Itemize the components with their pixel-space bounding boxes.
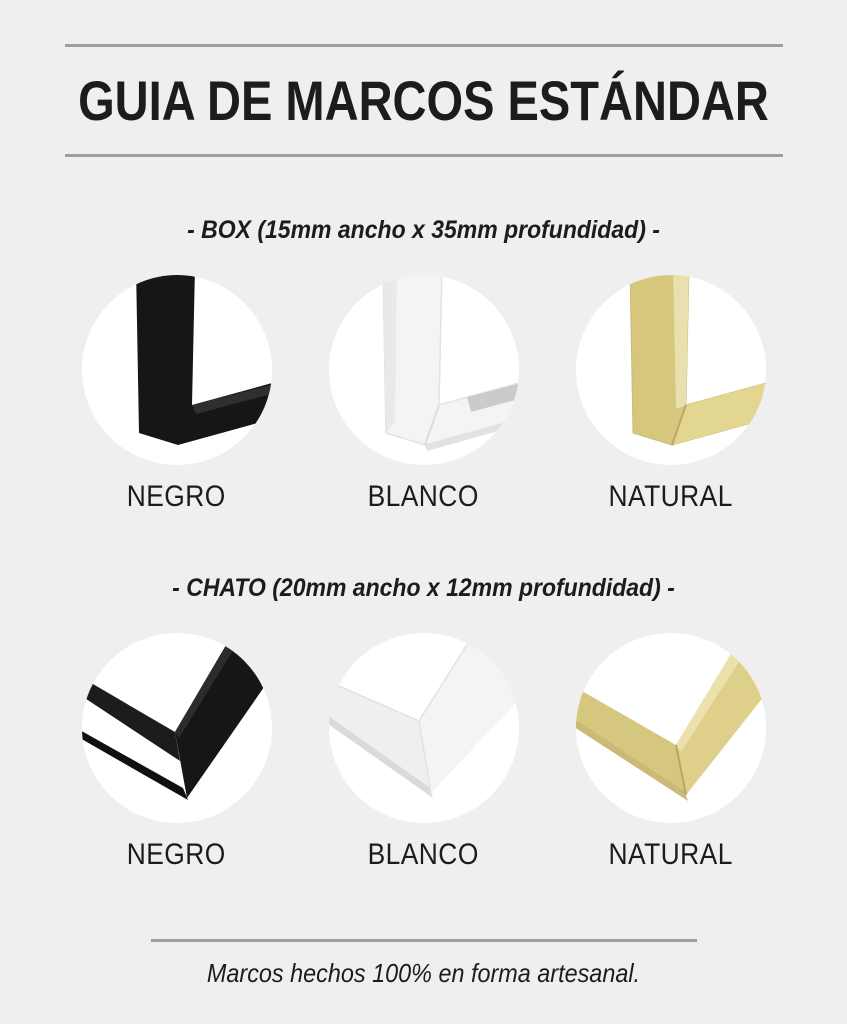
frame-label: NEGRO: [126, 480, 226, 513]
title-divider: [65, 154, 783, 157]
frame-item-box-blanco: [329, 275, 519, 515]
page-title: GUIA DE MARCOS ESTÁNDAR: [78, 69, 769, 132]
frame-photo-circle: [329, 633, 519, 823]
box-natural-frame-corner-icon: [576, 275, 766, 465]
section-chato-heading: - CHATO (20mm ancho x 12mm profundidad) -: [172, 574, 675, 602]
frame-item-chato-negro: [82, 633, 272, 873]
section-chato: [0, 571, 847, 873]
frame-item-chato-blanco: [329, 633, 519, 873]
frame-item-chato-natural: [576, 633, 766, 873]
frame-label: NATURAL: [608, 480, 733, 513]
frame-photo-circle: [82, 275, 272, 465]
section-box-heading: - BOX (15mm ancho x 35mm profundidad) -: [187, 216, 660, 244]
footer-divider: [151, 939, 697, 942]
box-negro-frame-corner-icon: [82, 275, 272, 465]
frame-photo-circle: [82, 633, 272, 823]
frame-photo-circle: [576, 275, 766, 465]
frame-label: NATURAL: [608, 838, 733, 871]
frame-item-box-natural: [576, 275, 766, 515]
frame-item-box-negro: [82, 275, 272, 515]
frame-photo-circle: [576, 633, 766, 823]
footer-note: Marcos hechos 100% en forma artesanal.: [206, 958, 641, 988]
frame-label: BLANCO: [367, 480, 480, 513]
frame-label: NEGRO: [126, 838, 226, 871]
box-frames-row: [0, 275, 847, 515]
chato-natural-frame-corner-icon: [576, 633, 766, 823]
chato-negro-frame-corner-icon: [82, 633, 272, 823]
section-box: [0, 213, 847, 515]
chato-blanco-frame-corner-icon: [329, 633, 519, 823]
box-blanco-frame-corner-icon: [329, 275, 519, 465]
frame-label: BLANCO: [367, 838, 480, 871]
frame-photo-circle: [329, 275, 519, 465]
chato-frames-row: [0, 633, 847, 873]
